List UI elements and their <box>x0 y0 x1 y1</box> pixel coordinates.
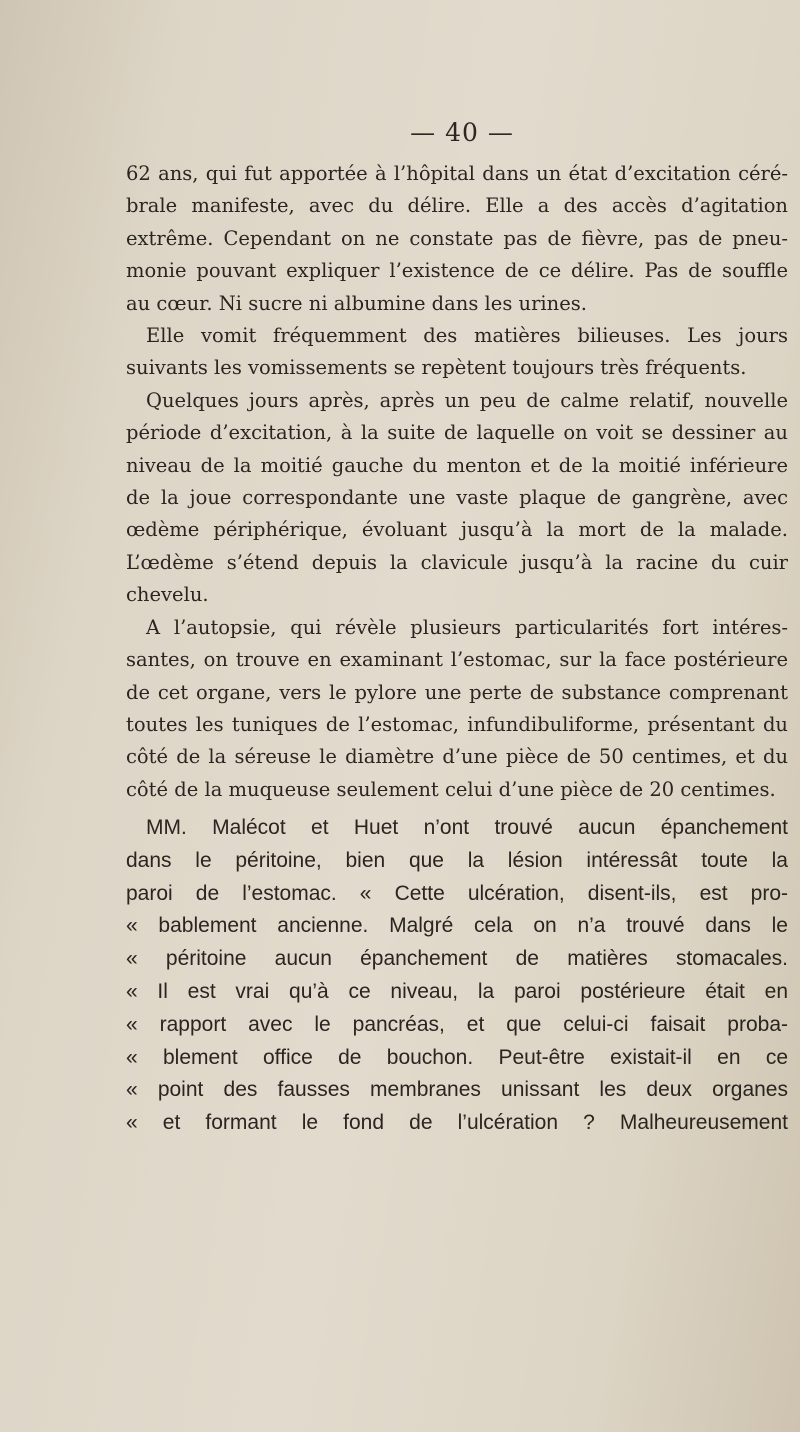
text-line: L’œdème s’étend depuis la clavicule jusqu’à la racine du cuir <box>126 550 788 574</box>
page-number: — 40 — <box>410 118 514 147</box>
paragraph-block-1 <box>126 158 788 806</box>
text-line: paroi de l’estomac. « Cette ulcération, disent-ils, est pro- <box>126 881 788 905</box>
text-line: côté de la muqueuse seulement celui d’une pièce de 20 centimes. <box>126 777 776 801</box>
text-line: « et formant le fond de l’ulcération ? Malheureusement <box>126 1111 788 1135</box>
text-line: niveau de la moitié gauche du menton et de la moitié inférieure <box>126 453 788 477</box>
text-line: période d’excitation, à la suite de laquelle on voit se dessiner au <box>126 421 788 445</box>
text-line: A l’autopsie, qui révèle plusieurs particularités fort intéres- <box>146 615 788 639</box>
text-line: toutes les tuniques de l’estomac, infundibuliforme, présentant du <box>126 712 788 736</box>
text-line: de cet organe, vers le pylore une perte de substance comprenant <box>126 680 788 704</box>
text-line: « rapport avec le pancréas, et que celui-ci faisait proba- <box>126 1012 788 1036</box>
text-line: chevelu. <box>126 583 209 607</box>
text-line: « point des fausses membranes unissant les deux organes <box>126 1078 788 1102</box>
text-line: « bablement ancienne. Malgré cela on n’a trouvé dans le <box>126 914 788 938</box>
paragraph-block-2 <box>126 812 788 1140</box>
text-line: « péritoine aucun épanchement de matières stomacales. <box>126 947 788 971</box>
text-line: « Il est vrai qu’à ce niveau, la paroi postérieure était en <box>126 979 788 1003</box>
text-line: « blement office de bouchon. Peut-être existait-il en ce <box>126 1045 788 1069</box>
text-line: Elle vomit fréquemment des matières bilieuses. Les jours <box>146 324 788 348</box>
text-line: de la joue correspondante une vaste plaque de gangrène, avec <box>126 486 788 510</box>
text-line: extrême. Cependant on ne constate pas de fièvre, pas de pneu- <box>126 226 788 250</box>
text-line: œdème périphérique, évoluant jusqu’à la mort de la malade. <box>126 518 788 542</box>
text-line: dans le péritoine, bien que la lésion intéressât toute la <box>126 848 788 872</box>
text-line: santes, on trouve en examinant l’estomac, sur la face postérieure <box>126 648 788 672</box>
text-line: côté de la séreuse le diamètre d’une pièce de 50 centimes, et du <box>126 745 788 769</box>
text-line: brale manifeste, avec du délire. Elle a des accès d’agitation <box>126 194 788 218</box>
text-line: monie pouvant expliquer l’existence de ce délire. Pas de souffle <box>126 259 788 283</box>
text-line: Quelques jours après, après un peu de calme relatif, nouvelle <box>146 388 788 412</box>
text-line: 62 ans, qui fut apportée à l’hôpital dans un état d’excitation céré- <box>126 162 788 185</box>
text-line: MM. Malécot et Huet n’ont trouvé aucun épanchement <box>146 816 788 839</box>
text-line: au cœur. Ni sucre ni albumine dans les urines. <box>126 291 587 315</box>
text-line: suivants les vomissements se repètent toujours très fréquents. <box>126 356 747 380</box>
